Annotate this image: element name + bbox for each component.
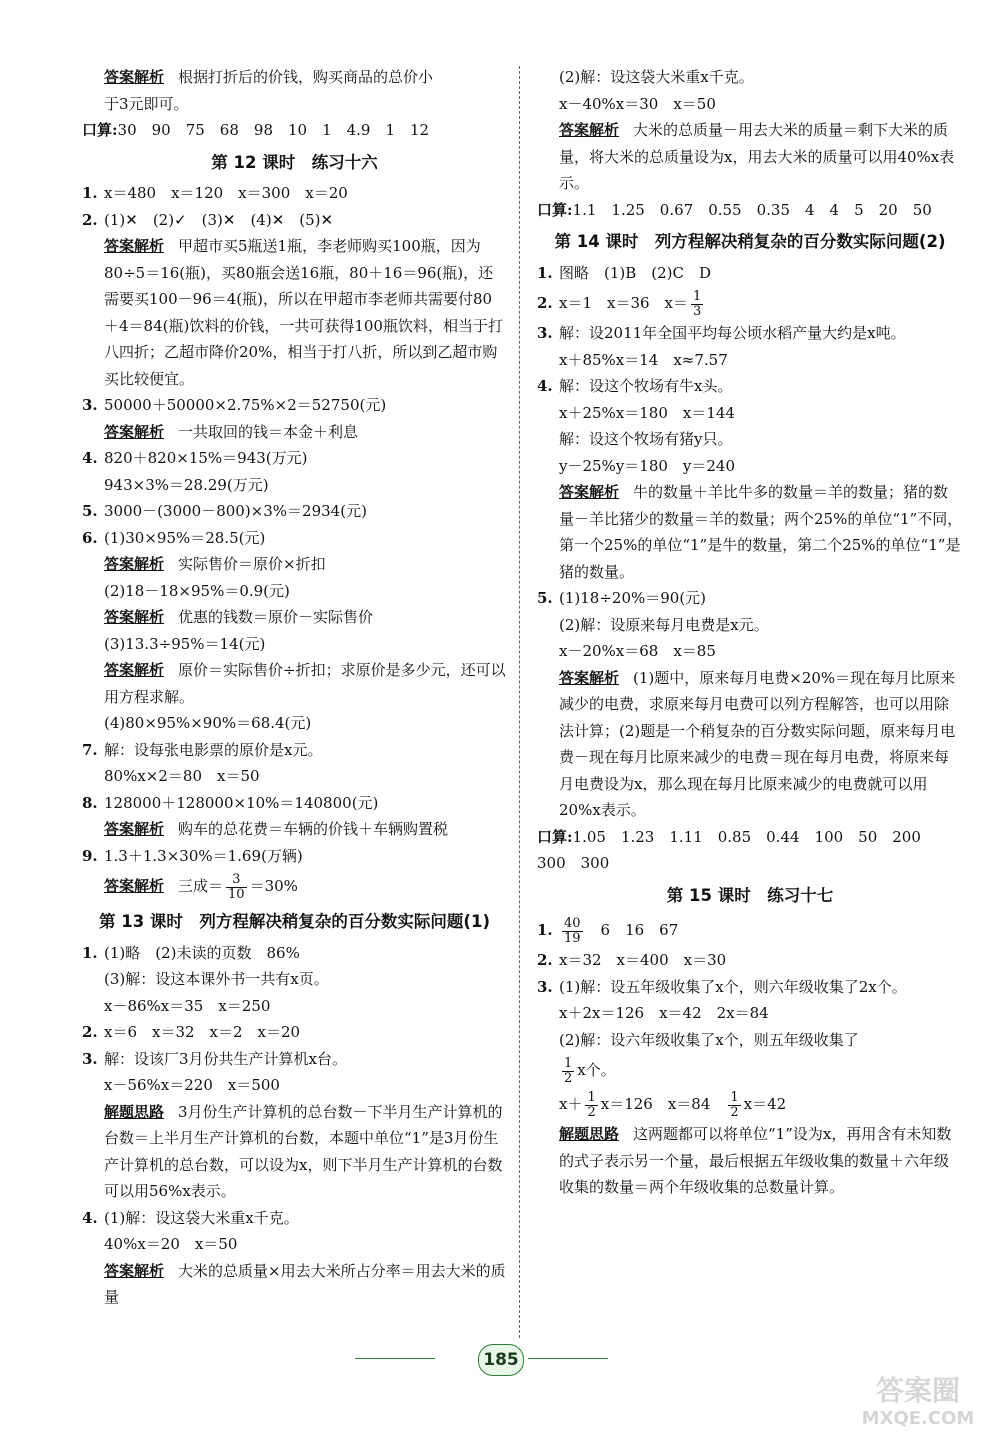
left-column: [82, 64, 507, 1311]
page-footer: [440, 1344, 560, 1374]
item-text: (1)略 (2)未读的页数 86%: [104, 943, 300, 962]
item-number: 3.: [82, 396, 98, 414]
right-column: [537, 64, 963, 1201]
analysis-text: 实际售价＝原价×折扣: [178, 555, 326, 573]
answer-item: [82, 525, 507, 552]
item-text: 3000－(3000－800)×3%＝2934(元): [104, 502, 367, 520]
analysis-text: 这两题都可以将单位“1”设为x，再用含有未知数的式子表示另一个量，最后根据五年级收集的数量＋六年级收集的数量＝两个年级收集的总数量计算。: [559, 1125, 952, 1196]
item-text: 解：设该厂3月份共生产计算机x台。: [104, 1049, 348, 1068]
item-text: x＝6 x＝32 x＝2 x＝20: [104, 1023, 301, 1041]
oral-calc-label: 口算:: [537, 827, 573, 846]
analysis-text: 大米的总质量×用去大米所占分率＝用去大米的质量: [104, 1261, 506, 1306]
analysis-tag: 答案解析: [104, 608, 165, 626]
answer-line: (2)解：设原来每月电费是x元。: [559, 615, 769, 634]
answer-item: [82, 940, 507, 967]
analysis-block: [82, 64, 507, 91]
analysis-block: [537, 665, 963, 824]
analysis-block: [537, 117, 963, 197]
equation-part: x＝126 x＝84: [600, 1095, 726, 1113]
post-text: x个。: [577, 1061, 616, 1079]
analysis-text: 大米的总质量－用去大米的质量＝剩下大米的质量，将大米的总质量设为x，用去大米的质量可以用40%x表示。: [559, 121, 955, 192]
answer-line: 943×3%＝28.29(万元): [104, 475, 269, 494]
lesson-heading: 第 12 课时 练习十六: [211, 152, 378, 172]
fraction-line: [537, 1087, 963, 1121]
answer-item: [82, 790, 507, 817]
analysis-text: 牛的数量＋羊比牛多的数量＝羊的数量；猪的数量－羊比猪少的数量＝羊的数量；两个25%的单位“1”不同，第一个25%的单位“1”是牛的数量，第二个25%的单位“1”是猪的数量。: [559, 483, 963, 581]
analysis-text: 甲超市买5瓶送1瓶，李老师购买100瓶，因为80÷5＝16(瓶)，买80瓶会送16瓶，80＋16＝96(瓶)，还需要买100－96＝4(瓶)，所以在甲超市李老师共需要付80＋4＝84(瓶)饮料的价钱，一共可获得100瓶饮料，相当于打八四折；乙超市降价20%，相当于打八折，所以到乙超市购买比较便宜。: [104, 237, 503, 388]
analysis-tag: 答案解析: [559, 121, 620, 139]
item-text: (1)✕ (2)✓ (3)✕ (4)✕ (5)✕: [104, 210, 334, 229]
item-number: 3.: [82, 1049, 98, 1068]
item-text: (1)解：设这袋大米重x千克。: [104, 1208, 299, 1227]
analysis-text: 优惠的钱数＝原价－实际售价: [178, 608, 374, 626]
fraction-numerator: 1: [587, 1089, 596, 1105]
fraction-denominator: 2: [564, 1070, 573, 1086]
item-text: 128000＋128000×10%＝140800(元): [104, 793, 379, 812]
fraction-denominator: 3: [693, 303, 702, 319]
fraction-denominator: 19: [564, 930, 581, 946]
answer-line: 40%x＝20 x＝50: [104, 1235, 238, 1253]
analysis-tag: 解题思路: [104, 1102, 165, 1121]
answer-item: [82, 737, 507, 764]
analysis-tag: 答案解析: [104, 555, 165, 573]
answer-item: [537, 260, 963, 287]
item-number: 2.: [82, 210, 98, 229]
item-text: (1)30×95%＝28.5(元): [104, 528, 266, 547]
fraction-line: [82, 869, 507, 903]
fraction: [728, 1091, 740, 1120]
answer-line: (2)18－18×95%＝0.9(元): [104, 581, 290, 600]
lesson-heading: 第 15 课时 练习十七: [666, 885, 834, 905]
item-number: 9.: [82, 846, 98, 865]
answer-line: (3)13.3÷95%＝14(元): [104, 634, 266, 653]
pre-text: 三成＝: [178, 877, 224, 895]
footer-rule-right: [528, 1358, 608, 1359]
answer-line: 解：设这个牧场有猪y只。: [559, 430, 733, 448]
oral-calc-row: [537, 197, 963, 224]
answer-line: 80%x×2＝80 x＝50: [104, 767, 260, 785]
item-text: (1)解：设五年级收集了x个，则六年级收集了2x个。: [559, 977, 907, 996]
analysis-block: [82, 657, 507, 710]
analysis-block: [82, 604, 507, 631]
item-number: 1.: [82, 943, 98, 962]
analysis-tag: 答案解析: [104, 68, 165, 86]
fraction-numerator: 1: [730, 1089, 739, 1105]
watermark-line2: MXQE.COM: [861, 1408, 975, 1429]
answer-item: [537, 913, 963, 947]
answer-line: (3)解：设这本课外书一共有x页。: [104, 970, 329, 988]
item-number: 3.: [537, 324, 553, 342]
analysis-tag: 答案解析: [104, 1261, 165, 1280]
answer-line: x－20%x＝68 x＝85: [559, 642, 716, 660]
analysis-tag: 解题思路: [559, 1125, 620, 1143]
item-number: 4.: [82, 1208, 98, 1227]
lesson-heading: 第 13 课时 列方程解决稍复杂的百分数实际问题(1): [98, 912, 490, 931]
item-text: 820＋820×15%＝943(万元): [104, 449, 308, 467]
watermark-logo: [848, 1372, 988, 1430]
item-number: 2.: [537, 951, 553, 969]
answer-item: [82, 498, 507, 525]
answer-item: [82, 445, 507, 472]
oral-calc-row: [82, 117, 507, 144]
item-number: 2.: [537, 294, 553, 312]
analysis-text: 根据打折后的价钱，购买商品的总价小: [178, 68, 434, 86]
item-text: x＝480 x＝120 x＝300 x＝20: [104, 184, 348, 202]
answer-item: [82, 207, 507, 234]
item-number: 8.: [82, 793, 98, 812]
analysis-block: [82, 1099, 507, 1205]
oral-calc-row: [537, 824, 963, 877]
item-number: 1.: [537, 263, 553, 282]
analysis-tag: 答案解析: [559, 483, 620, 501]
analysis-text: 3月份生产计算机的总台数－下半月生产计算机的台数＝上半月生产计算机的台数，本题中单位“1”是3月份生产计算机的总台数，可以设为x，则下半月生产计算机的台数可以用56%x表示。: [104, 1102, 503, 1200]
item-text: 50000＋50000×2.75%×2＝52750(元): [104, 396, 387, 414]
watermark-line1: 答案圈: [875, 1374, 961, 1407]
answer-item: [537, 373, 963, 400]
oral-calc-label: 口算:: [537, 200, 573, 219]
analysis-block: [82, 816, 507, 843]
answer-item: [82, 180, 507, 207]
fraction-denominator: 2: [730, 1104, 739, 1120]
fraction: [562, 1057, 574, 1086]
answer-line: x－86%x＝35 x＝250: [104, 996, 271, 1015]
analysis-text: 一共取回的钱＝本金＋利息: [178, 422, 359, 441]
fraction-denominator: 10: [228, 886, 245, 902]
item-text: 1.3＋1.3×30%＝1.69(万辆): [104, 846, 303, 865]
answer-item: [82, 392, 507, 419]
item-number: 1.: [82, 184, 98, 202]
item-text: (1)18÷20%＝90(元): [559, 589, 707, 607]
fraction-denominator: 2: [587, 1104, 596, 1120]
item-text: x＝32 x＝400 x＝30: [559, 951, 727, 969]
item-number: 5.: [82, 502, 98, 520]
item-number: 7.: [82, 740, 98, 759]
analysis-text: (1)题中，原来每月电费×20%＝现在每月比原来减少的电费，求原来每月电费可以列方程解答，也可以用除法计算；(2)题是一个稍复杂的百分数实际问题，原来每月电费－现在每月比原来减少的电费＝现在每月电费，将原来每月电费设为x，那么现在每月比原来减少的电费就可以用20%x表示。: [559, 668, 956, 819]
answer-line: x＋25%x＝180 x＝144: [559, 403, 735, 422]
item-text: 解：设2011年全国平均每公顷水稻产量大约是x吨。: [559, 324, 906, 342]
answer-line: (2)解：设六年级收集了x个，则五年级收集了: [559, 1030, 859, 1049]
item-number: 4.: [537, 377, 553, 395]
analysis-tag: 答案解析: [559, 668, 620, 687]
fraction-numerator: 1: [693, 288, 702, 304]
item-text: 解：设这个牧场有牛x头。: [559, 377, 733, 395]
analysis-tag: 答案解析: [104, 237, 165, 255]
analysis-block: [82, 551, 507, 578]
oral-calc-label: 口算:: [82, 121, 118, 139]
item-text: 图略 (1)B (2)C D: [559, 263, 712, 282]
fraction-numerator: 3: [226, 873, 247, 888]
fraction: [226, 873, 247, 902]
analysis-block: [82, 419, 507, 446]
answer-line: x－56%x＝220 x＝500: [104, 1076, 280, 1094]
pre-text: x＝1 x＝36 x＝: [559, 294, 689, 312]
analysis-block: [82, 233, 507, 392]
equation-part: x＝42: [743, 1095, 787, 1113]
analysis-tag: 答案解析: [104, 877, 165, 895]
answer-line: x＋85%x＝14 x≈7.57: [559, 350, 728, 369]
lesson-heading: 第 14 课时 列方程解决稍复杂的百分数实际问题(2): [554, 232, 946, 251]
column-divider: [519, 66, 520, 1338]
answer-item: [537, 974, 963, 1001]
answer-line: (2)解：设这袋大米重x千克。: [559, 68, 754, 86]
fraction: [562, 917, 583, 946]
post-text: 6 16 67: [585, 921, 679, 939]
analysis-block: [537, 1121, 963, 1201]
item-number: 6.: [82, 528, 98, 547]
answer-line: y－25%y＝180 y＝240: [559, 456, 736, 475]
answer-item: [82, 1046, 507, 1073]
answer-item: [537, 320, 963, 347]
analysis-text: 购车的总花费＝车辆的价钱＋车辆购置税: [178, 820, 449, 838]
answer-item: [82, 843, 507, 870]
oral-calc-answers: 1.1 1.25 0.67 0.55 0.35 4 4 5 20 50: [572, 200, 932, 219]
answer-line: x－40%x＝30 x＝50: [559, 94, 716, 113]
answer-line: (4)80×95%×90%＝68.4(元): [104, 714, 312, 732]
analysis-tag: 答案解析: [104, 820, 165, 838]
item-number: 2.: [82, 1023, 98, 1041]
fraction: [691, 290, 703, 319]
answer-item: [537, 947, 963, 974]
oral-calc-answers: 30 90 75 68 98 10 1 4.9 1 12: [117, 121, 430, 139]
analysis-block: [82, 1258, 507, 1311]
answer-line: 于3元即可。: [104, 94, 189, 113]
footer-rule-left: [355, 1358, 435, 1359]
fraction-numerator: 40: [564, 915, 581, 931]
fraction: [585, 1091, 597, 1120]
item-text: 解：设每张电影票的原价是x元。: [104, 740, 323, 759]
item-number: 3.: [537, 977, 553, 996]
analysis-text: 原价＝实际售价÷折扣；求原价是多少元，还可以用方程求解。: [104, 661, 506, 706]
item-number: 1.: [537, 921, 553, 939]
equation-part: x＋: [559, 1095, 583, 1113]
answer-item: [82, 1205, 507, 1232]
analysis-block: [537, 479, 963, 585]
item-number: 5.: [537, 589, 553, 607]
oral-calc-answers: 1.05 1.23 1.11 0.85 0.44 100 50 200 300 300: [537, 827, 936, 872]
answer-item: [537, 585, 963, 612]
analysis-tag: 答案解析: [104, 661, 165, 679]
fraction-line: [537, 1053, 963, 1087]
answer-line: x＋2x＝126 x＝42 2x＝84: [559, 1004, 769, 1022]
answer-item: [82, 1019, 507, 1046]
analysis-tag: 答案解析: [104, 422, 165, 441]
post-text: ＝30%: [249, 877, 298, 895]
page-number: 185: [478, 1344, 524, 1376]
item-number: 4.: [82, 449, 98, 467]
fraction-numerator: 1: [564, 1055, 573, 1071]
answer-item: [537, 286, 963, 320]
